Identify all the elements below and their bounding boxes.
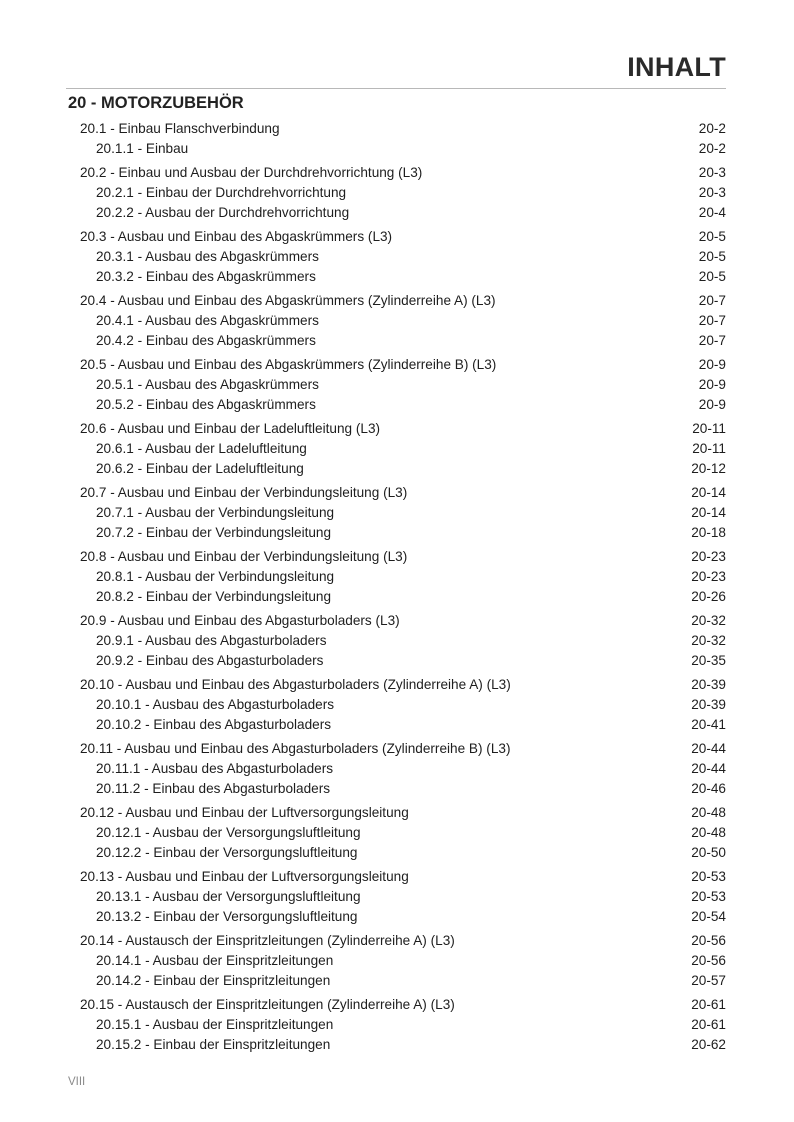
toc-subentry-page: 20-46 — [691, 781, 726, 796]
toc-entry-page: 20-9 — [698, 357, 726, 372]
toc-entry-label: 20.5 - Ausbau und Einbau des Abgaskrümmers (Zylinderreihe B) (L3) — [80, 357, 497, 372]
toc-section — [80, 739, 726, 799]
toc-subentry[interactable] — [80, 395, 726, 415]
toc-subentry-label: 20.8.1 - Ausbau der Verbindungsleitung — [96, 569, 335, 584]
toc-subentry-label: 20.11.1 - Ausbau des Abgasturboladers — [96, 761, 334, 776]
toc-section — [80, 419, 726, 479]
toc-subentry-page: 20-12 — [691, 461, 726, 476]
toc-entry[interactable] — [80, 163, 726, 183]
toc-subentry[interactable] — [80, 907, 726, 927]
toc-entry[interactable] — [80, 931, 726, 951]
toc-subentry-page: 20-35 — [691, 653, 726, 668]
toc-subentry-page: 20-53 — [691, 889, 726, 904]
toc-subentry-page: 20-7 — [698, 333, 726, 348]
toc-subentry[interactable] — [80, 439, 726, 459]
toc-entry-page: 20-14 — [691, 485, 726, 500]
toc-entry-label: 20.12 - Ausbau und Einbau der Luftversorgungsleitung — [80, 805, 409, 820]
chapter-title: 20 - MOTORZUBEHÖR — [68, 94, 244, 112]
header-divider — [66, 88, 726, 89]
toc-subentry[interactable] — [80, 1015, 726, 1035]
footer-page-number: VIII — [68, 1076, 86, 1088]
toc-subentry-page: 20-23 — [691, 569, 726, 584]
toc-entry[interactable] — [80, 867, 726, 887]
toc-subentry[interactable] — [80, 459, 726, 479]
toc-subentry-label: 20.6.1 - Ausbau der Ladeluftleitung — [96, 441, 307, 456]
toc-subentry-label: 20.11.2 - Einbau des Abgasturboladers — [96, 781, 331, 796]
toc-subentry-page: 20-56 — [691, 953, 726, 968]
toc-subentry-page: 20-62 — [691, 1037, 726, 1052]
toc-subentry-page: 20-2 — [698, 141, 726, 156]
toc-subentry-page: 20-48 — [691, 825, 726, 840]
toc-entry-page: 20-53 — [691, 869, 726, 884]
toc-subentry-label: 20.13.1 - Ausbau der Versorgungsluftleitung — [96, 889, 361, 904]
toc-entry-page: 20-32 — [691, 613, 726, 628]
toc-subentry-page: 20-41 — [691, 717, 726, 732]
toc-subentry[interactable] — [80, 267, 726, 287]
toc-subentry[interactable] — [80, 587, 726, 607]
toc-subentry-page: 20-4 — [698, 205, 726, 220]
toc-subentry-label: 20.10.2 - Einbau des Abgasturboladers — [96, 717, 332, 732]
toc-entry-label: 20.2 - Einbau und Ausbau der Durchdrehvorrichtung (L3) — [80, 165, 423, 180]
table-of-contents — [80, 119, 726, 1059]
toc-subentry-page: 20-7 — [698, 313, 726, 328]
toc-entry-page: 20-3 — [698, 165, 726, 180]
toc-subentry-label: 20.15.2 - Einbau der Einspritzleitungen — [96, 1037, 331, 1052]
toc-entry-page: 20-11 — [692, 421, 726, 436]
toc-subentry-page: 20-39 — [691, 697, 726, 712]
toc-entry-label: 20.6 - Ausbau und Einbau der Ladeluftleitung (L3) — [80, 421, 381, 436]
toc-subentry[interactable] — [80, 1035, 726, 1055]
toc-subentry-page: 20-18 — [691, 525, 726, 540]
toc-subentry[interactable] — [80, 183, 726, 203]
toc-entry-label: 20.14 - Austausch der Einspritzleitungen (Zylinderreihe A) (L3) — [80, 933, 455, 948]
toc-subentry[interactable] — [80, 715, 726, 735]
toc-subentry-label: 20.9.1 - Ausbau des Abgasturboladers — [96, 633, 327, 648]
toc-entry-page: 20-56 — [691, 933, 726, 948]
toc-subentry-page: 20-54 — [691, 909, 726, 924]
toc-section — [80, 355, 726, 415]
toc-subentry-label: 20.12.1 - Ausbau der Versorgungsluftleitung — [96, 825, 361, 840]
toc-subentry-page: 20-3 — [698, 185, 726, 200]
toc-subentry-label: 20.2.1 - Einbau der Durchdrehvorrichtung — [96, 185, 347, 200]
toc-entry-page: 20-7 — [698, 293, 726, 308]
toc-entry[interactable] — [80, 995, 726, 1015]
toc-entry-page: 20-23 — [691, 549, 726, 564]
toc-section — [80, 119, 726, 159]
toc-subentry-page: 20-11 — [692, 441, 726, 456]
toc-subentry-page: 20-61 — [691, 1017, 726, 1032]
toc-subentry[interactable] — [80, 759, 726, 779]
toc-entry[interactable] — [80, 483, 726, 503]
toc-entry-page: 20-39 — [691, 677, 726, 692]
toc-subentry[interactable] — [80, 843, 726, 863]
toc-subentry[interactable] — [80, 139, 726, 159]
toc-subentry[interactable] — [80, 823, 726, 843]
toc-subentry-label: 20.4.2 - Einbau des Abgaskrümmers — [96, 333, 316, 348]
toc-subentry-label: 20.2.2 - Ausbau der Durchdrehvorrichtung — [96, 205, 350, 220]
toc-entry-page: 20-2 — [698, 121, 726, 136]
toc-entry[interactable] — [80, 119, 726, 139]
toc-subentry[interactable] — [80, 951, 726, 971]
toc-entry[interactable] — [80, 547, 726, 567]
toc-section — [80, 483, 726, 543]
toc-subentry[interactable] — [80, 971, 726, 991]
toc-subentry-label: 20.10.1 - Ausbau des Abgasturboladers — [96, 697, 335, 712]
toc-entry-label: 20.3 - Ausbau und Einbau des Abgaskrümmers (L3) — [80, 229, 393, 244]
toc-subentry-label: 20.6.2 - Einbau der Ladeluftleitung — [96, 461, 304, 476]
toc-subentry[interactable] — [80, 503, 726, 523]
toc-subentry-page: 20-5 — [698, 249, 726, 264]
toc-subentry-page: 20-32 — [691, 633, 726, 648]
toc-section — [80, 547, 726, 607]
toc-section — [80, 867, 726, 927]
toc-entry[interactable] — [80, 227, 726, 247]
toc-entry[interactable] — [80, 739, 726, 759]
toc-subentry-label: 20.13.2 - Einbau der Versorgungsluftleitung — [96, 909, 358, 924]
toc-entry[interactable] — [80, 675, 726, 695]
toc-subentry[interactable] — [80, 203, 726, 223]
toc-subentry-label: 20.1.1 - Einbau — [96, 141, 189, 156]
toc-subentry[interactable] — [80, 567, 726, 587]
toc-subentry[interactable] — [80, 331, 726, 351]
toc-subentry-label: 20.15.1 - Ausbau der Einspritzleitungen — [96, 1017, 334, 1032]
toc-subentry[interactable] — [80, 695, 726, 715]
toc-subentry-label: 20.14.2 - Einbau der Einspritzleitungen — [96, 973, 331, 988]
toc-subentry[interactable] — [80, 631, 726, 651]
toc-subentry-label: 20.7.2 - Einbau der Verbindungsleitung — [96, 525, 332, 540]
toc-subentry-page: 20-14 — [691, 505, 726, 520]
toc-entry-page: 20-61 — [691, 997, 726, 1012]
toc-subentry-label: 20.7.1 - Ausbau der Verbindungsleitung — [96, 505, 335, 520]
toc-section — [80, 291, 726, 351]
toc-subentry-label: 20.4.1 - Ausbau des Abgaskrümmers — [96, 313, 319, 328]
toc-section — [80, 611, 726, 671]
toc-entry-label: 20.15 - Austausch der Einspritzleitungen (Zylinderreihe A) (L3) — [80, 997, 455, 1012]
toc-entry-page: 20-48 — [691, 805, 726, 820]
toc-subentry[interactable] — [80, 651, 726, 671]
toc-entry-page: 20-5 — [698, 229, 726, 244]
page-title: INHALT — [627, 52, 726, 82]
toc-subentry[interactable] — [80, 779, 726, 799]
toc-subentry[interactable] — [80, 311, 726, 331]
toc-subentry-page: 20-9 — [698, 397, 726, 412]
toc-entry[interactable] — [80, 355, 726, 375]
toc-entry[interactable] — [80, 419, 726, 439]
toc-entry-label: 20.4 - Ausbau und Einbau des Abgaskrümmers (Zylinderreihe A) (L3) — [80, 293, 496, 308]
toc-entry[interactable] — [80, 611, 726, 631]
toc-subentry-page: 20-5 — [698, 269, 726, 284]
toc-subentry[interactable] — [80, 523, 726, 543]
toc-entry-label: 20.8 - Ausbau und Einbau der Verbindungsleitung (L3) — [80, 549, 408, 564]
toc-section — [80, 163, 726, 223]
toc-subentry-label: 20.5.1 - Ausbau des Abgaskrümmers — [96, 377, 319, 392]
toc-entry-page: 20-44 — [691, 741, 726, 756]
toc-entry[interactable] — [80, 803, 726, 823]
toc-subentry[interactable] — [80, 247, 726, 267]
toc-section — [80, 931, 726, 991]
toc-subentry-label: 20.14.1 - Ausbau der Einspritzleitungen — [96, 953, 334, 968]
toc-subentry-label: 20.8.2 - Einbau der Verbindungsleitung — [96, 589, 332, 604]
toc-subentry[interactable] — [80, 375, 726, 395]
toc-entry[interactable] — [80, 291, 726, 311]
toc-section — [80, 995, 726, 1055]
toc-subentry-label: 20.5.2 - Einbau des Abgaskrümmers — [96, 397, 316, 412]
toc-entry-label: 20.7 - Ausbau und Einbau der Verbindungsleitung (L3) — [80, 485, 408, 500]
toc-section — [80, 227, 726, 287]
toc-entry-label: 20.11 - Ausbau und Einbau des Abgasturboladers (Zylinderreihe B) (L3) — [80, 741, 511, 756]
toc-subentry-label: 20.3.2 - Einbau des Abgaskrümmers — [96, 269, 316, 284]
toc-entry-label: 20.13 - Ausbau und Einbau der Luftversorgungsleitung — [80, 869, 409, 884]
toc-entry-label: 20.9 - Ausbau und Einbau des Abgasturboladers (L3) — [80, 613, 400, 628]
toc-subentry-page: 20-57 — [691, 973, 726, 988]
toc-subentry-page: 20-9 — [698, 377, 726, 392]
toc-section — [80, 675, 726, 735]
toc-subentry-page: 20-26 — [691, 589, 726, 604]
toc-entry-label: 20.1 - Einbau Flanschverbindung — [80, 121, 280, 136]
toc-section — [80, 803, 726, 863]
toc-subentry-label: 20.9.2 - Einbau des Abgasturboladers — [96, 653, 324, 668]
toc-subentry[interactable] — [80, 887, 726, 907]
toc-subentry-page: 20-44 — [691, 761, 726, 776]
toc-subentry-page: 20-50 — [691, 845, 726, 860]
toc-entry-label: 20.10 - Ausbau und Einbau des Abgasturboladers (Zylinderreihe A) (L3) — [80, 677, 511, 692]
toc-subentry-label: 20.3.1 - Ausbau des Abgaskrümmers — [96, 249, 319, 264]
toc-subentry-label: 20.12.2 - Einbau der Versorgungsluftleitung — [96, 845, 358, 860]
